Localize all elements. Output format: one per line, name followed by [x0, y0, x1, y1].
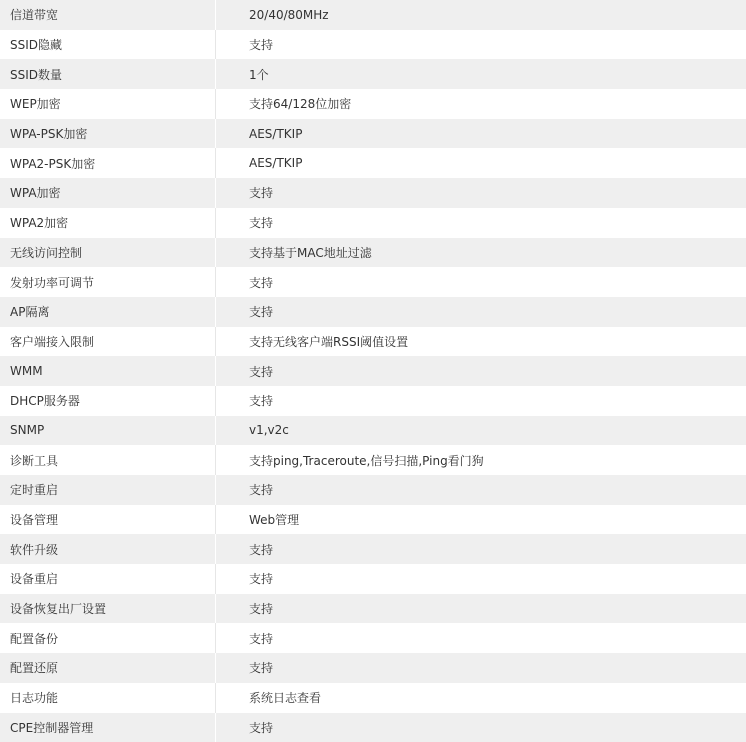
spec-value: 支持	[249, 394, 274, 409]
spec-name: 配置还原	[0, 653, 216, 683]
spec-row	[0, 208, 746, 238]
spec-row	[0, 59, 746, 89]
spec-name: SSID隐藏	[0, 30, 216, 60]
spec-value: 支持	[249, 186, 274, 201]
spec-name: WPA-PSK加密	[0, 119, 216, 149]
spec-row	[0, 30, 746, 60]
spec-row	[0, 89, 746, 119]
spec-value: 1个	[249, 67, 269, 82]
spec-name: AP隔离	[0, 297, 216, 327]
spec-row	[0, 386, 746, 416]
spec-value: 支持ping,Traceroute,信号扫描,Ping看门狗	[249, 453, 484, 468]
spec-value: 支持	[249, 364, 274, 379]
spec-row	[0, 238, 746, 268]
spec-row	[0, 356, 746, 386]
spec-name: 配置备份	[0, 623, 216, 653]
spec-name: SSID数量	[0, 59, 216, 89]
spec-name: 日志功能	[0, 683, 216, 713]
spec-row	[0, 445, 746, 475]
spec-name: 诊断工具	[0, 445, 216, 475]
spec-value: 支持无线客户端RSSI阈值设置	[249, 334, 409, 349]
spec-row	[0, 178, 746, 208]
spec-value: 支持	[249, 275, 274, 290]
spec-value: 支持	[249, 38, 274, 53]
spec-name: WPA2-PSK加密	[0, 148, 216, 178]
spec-name: 定时重启	[0, 475, 216, 505]
spec-value: AES/TKIP	[249, 126, 303, 141]
spec-name: CPE控制器管理	[0, 713, 216, 742]
spec-row	[0, 594, 746, 624]
spec-name: 无线访问控制	[0, 238, 216, 268]
spec-row	[0, 505, 746, 535]
spec-row	[0, 683, 746, 713]
spec-row	[0, 475, 746, 505]
spec-name: 信道带宽	[0, 0, 216, 30]
spec-value: 支持	[249, 720, 274, 735]
spec-value: 支持64/128位加密	[249, 97, 352, 112]
spec-value: 支持	[249, 631, 274, 646]
spec-name: 设备管理	[0, 505, 216, 535]
spec-name: WPA加密	[0, 178, 216, 208]
spec-row	[0, 623, 746, 653]
spec-value: 支持	[249, 483, 274, 498]
spec-value: AES/TKIP	[249, 156, 303, 171]
spec-name: 设备恢复出厂设置	[0, 594, 216, 624]
spec-name: 发射功率可调节	[0, 267, 216, 297]
spec-value: 支持	[249, 305, 274, 320]
spec-value: 支持	[249, 602, 274, 617]
spec-value: 20/40/80MHz	[249, 7, 329, 22]
spec-row	[0, 653, 746, 683]
spec-row	[0, 297, 746, 327]
spec-row	[0, 564, 746, 594]
spec-name: WPA2加密	[0, 208, 216, 238]
spec-value: v1,v2c	[249, 423, 289, 438]
spec-name: WMM	[0, 356, 216, 386]
spec-value: Web管理	[249, 513, 300, 528]
spec-name: 客户端接入限制	[0, 327, 216, 357]
spec-row	[0, 119, 746, 149]
spec-value: 系统日志查看	[249, 691, 322, 706]
spec-value: 支持	[249, 542, 274, 557]
spec-row	[0, 327, 746, 357]
spec-name: 设备重启	[0, 564, 216, 594]
spec-name: SNMP	[0, 416, 216, 446]
spec-row	[0, 148, 746, 178]
spec-row	[0, 534, 746, 564]
spec-value: 支持	[249, 661, 274, 676]
spec-row	[0, 267, 746, 297]
spec-value: 支持	[249, 572, 274, 587]
spec-row	[0, 416, 746, 446]
spec-name: DHCP服务器	[0, 386, 216, 416]
spec-row	[0, 713, 746, 742]
spec-name: WEP加密	[0, 89, 216, 119]
spec-name: 软件升级	[0, 534, 216, 564]
spec-value: 支持基于MAC地址过滤	[249, 245, 372, 260]
spec-value: 支持	[249, 216, 274, 231]
spec-row	[0, 0, 746, 30]
